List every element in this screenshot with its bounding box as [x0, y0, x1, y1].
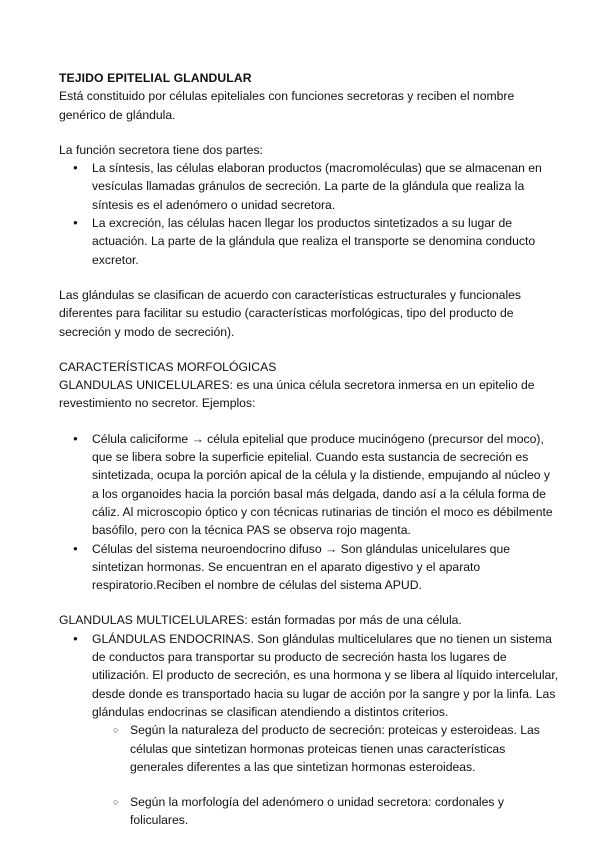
list-spacer [59, 776, 560, 793]
multicellular-list [59, 630, 560, 830]
endocrine-criteria-list [59, 721, 560, 829]
sub-list-item: ○ Según la morfología del adenómero o unidad secretora: cordonales y foliculares. [59, 793, 560, 830]
list-item: ● Células del sistema neuroendocrino difuso → Son glándulas unicelulares que sintetizan hormonas. Se encuentran en el aparato digestivo y el aparato respiratorio.Reciben el nombre de células del sistema APUD. [59, 540, 560, 595]
classification-paragraph: Las glándulas se clasifican de acuerdo con características estructurales y funcionales diferentes para facilitar su estudio (características morfológicas, tipo del producto de secreción y modo de secreción). [59, 287, 522, 339]
function-parts-list [59, 159, 560, 269]
list-item: ● La excreción, las células hacen llegar los productos sintetizados a su lugar de actuación. La parte de la glándula que realiza el transporte se denomina conducto excretor. [59, 214, 560, 269]
intro-paragraph: Está constituido por células epiteliales con funciones secretoras y reciben el nombre genérico de glándula. [59, 89, 515, 122]
unicellular-examples-list [59, 430, 560, 595]
endocrine-text: GLÁNDULAS ENDOCRINAS. Son glándulas multicelulares que no tienen un sistema de conductos para transportar su producto de secreción hasta los lugares de utilización. El producto de secreción, es una hormona y se libera al líquido intercelular, desde donde es transportado hacia su lugar de acción por la sangre y por la linfa. Las glándulas endocrinas se clasifican atendiendo a distintos criterios. [92, 631, 559, 719]
list-item [59, 630, 560, 830]
sub-list-item: ○ Según la naturaleza del producto de secreción: proteicas y esteroideas. Las células que sintetizan hormonas proteicas tienen unas características generales diferentes a las que sintetizan hormonas esteroideas. [59, 721, 560, 776]
unicellular-paragraph: GLANDULAS UNICELULARES: es una única célula secretora inmersa en un epitelio de revestimiento no secretor. Ejemplos: [59, 378, 535, 411]
function-intro: La función secretora tiene dos partes: [59, 142, 263, 157]
multicellular-paragraph: GLANDULAS MULTICELULARES: están formadas por más de una célula. [59, 613, 462, 628]
list-item: ● Célula caliciforme → célula epitelial que produce mucinógeno (precursor del moco), que se libera sobre la superficie epitelial. Cuando esta sustancia de secreción es sintetizada, ocupa la porción apical de la célula y la distiende, empujando al núcleo y a los organoides hacia la porción basal más delgada, dando así a la célula forma de cáliz. Al microscopio óptico y con técnicas rutinarias de tinción el moco es débilmente basófilo, pero con la técnica PAS se observa rojo magenta. [59, 430, 560, 540]
section-heading-morphology: CARACTERÍSTICAS MORFOLÓGICAS [59, 359, 277, 374]
page-title: TEJIDO EPITELIAL GLANDULAR [59, 71, 252, 85]
list-item: ● La síntesis, las células elaboran productos (macromoléculas) que se almacenan en vesículas llamadas gránulos de secreción. La parte de la glándula que realiza la síntesis es el adenómero o unidad secretora. [59, 159, 560, 214]
